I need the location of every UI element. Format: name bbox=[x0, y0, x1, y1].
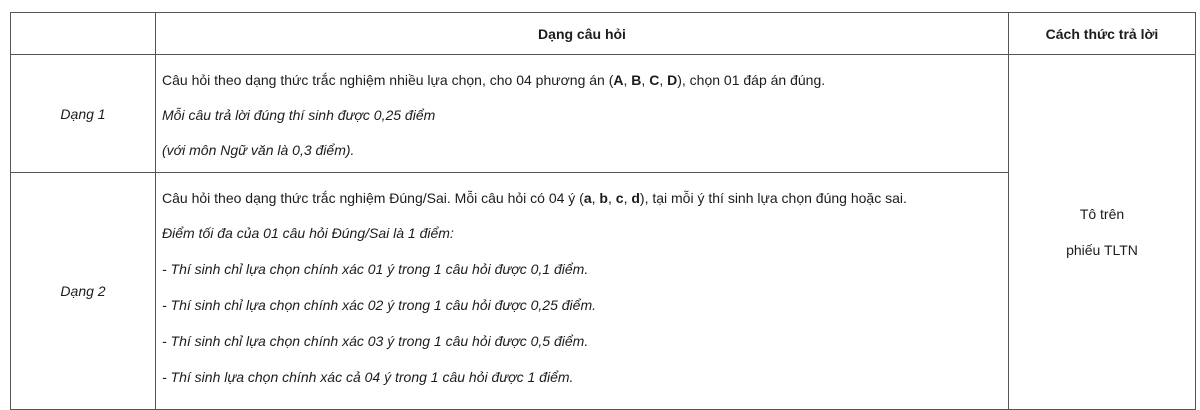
answer-method-cell bbox=[1009, 55, 1196, 410]
header-type-cell bbox=[11, 13, 156, 55]
table-header-row bbox=[11, 13, 1196, 55]
type-2-line-5: - Thí sinh chỉ lựa chọn chính xác 03 ý trong 1 câu hỏi được 0,5 điểm. bbox=[162, 333, 589, 349]
type-1-line-1: Câu hỏi theo dạng thức trắc nghiệm nhiều lựa chọn, cho 04 phương án (A, B, C, D), chọn 01 đáp án đúng. bbox=[162, 72, 826, 88]
type-1-description bbox=[156, 55, 1009, 173]
answer-line-1: Tô trên bbox=[1079, 205, 1125, 222]
answer-line-2: phiếu TLTN bbox=[1066, 241, 1138, 258]
type-2-line-2: Điểm tối đa của 01 câu hỏi Đúng/Sai là 1 điểm: bbox=[162, 225, 454, 241]
type-2-label: Dạng 2 bbox=[11, 173, 156, 410]
type-2-line-4: - Thí sinh chỉ lựa chọn chính xác 02 ý trong 1 câu hỏi được 0,25 điểm. bbox=[162, 297, 596, 313]
type-2-line-1: Câu hỏi theo dạng thức trắc nghiệm Đúng/Sai. Mỗi câu hỏi có 04 ý (a, b, c, d), tại mỗi ý thí sinh lựa chọn đúng hoặc sai. bbox=[162, 190, 907, 206]
question-format-table bbox=[10, 12, 1196, 410]
type-1-label: Dạng 1 bbox=[11, 55, 156, 173]
type-1-line-3: (với môn Ngữ văn là 0,3 điểm). bbox=[162, 142, 355, 158]
type-2-description bbox=[156, 173, 1009, 410]
type-2-line-3: - Thí sinh chỉ lựa chọn chính xác 01 ý trong 1 câu hỏi được 0,1 điểm. bbox=[162, 261, 589, 277]
type-1-line-2: Mỗi câu trả lời đúng thí sinh được 0,25 điểm bbox=[162, 107, 436, 123]
header-question-type: Dạng câu hỏi bbox=[156, 13, 1009, 55]
type-2-line-6: - Thí sinh lựa chọn chính xác cả 04 ý trong 1 câu hỏi được 1 điểm. bbox=[162, 369, 574, 385]
header-answer-method: Cách thức trả lời bbox=[1009, 13, 1196, 55]
table-row-type-1 bbox=[11, 55, 1196, 173]
